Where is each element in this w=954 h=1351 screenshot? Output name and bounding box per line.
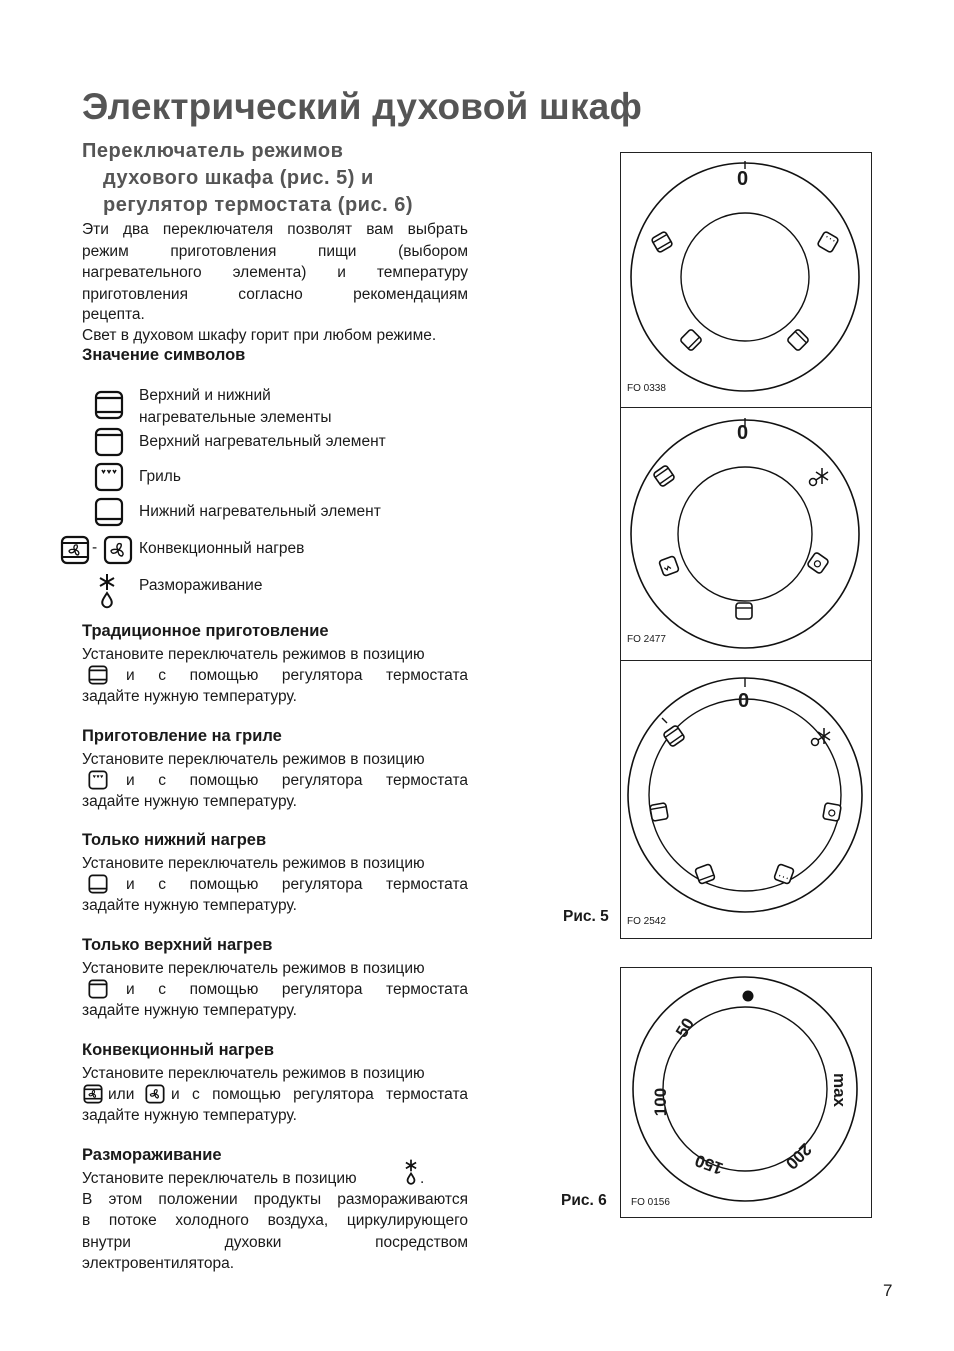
- section-top-line-1: Установите переключатель режимов в позицию: [82, 960, 425, 977]
- section-convection-or: или: [108, 1086, 135, 1103]
- section-grill-line-1: Установите переключатель режимов в позицию: [82, 751, 425, 768]
- section-defrost-period: .: [420, 1170, 425, 1187]
- figure-6-caption: Рис. 6: [561, 1192, 607, 1209]
- legend-label-convection: Конвекционный нагрев: [139, 540, 305, 557]
- dial-2-code: FO 2477: [627, 634, 666, 645]
- fan-icon: [145, 1084, 165, 1104]
- subtitle-line-1: Переключатель режимов: [82, 140, 344, 162]
- top-heat-icon: [88, 979, 108, 999]
- grill-icon: [94, 462, 124, 492]
- section-convection-line-1: Установите переключатель режимов в позицию: [82, 1065, 425, 1082]
- legend-label-top-bottom-1: Верхний и нижний: [139, 387, 271, 404]
- page-title: Электрический духовой шкаф: [82, 86, 643, 127]
- section-bottom-line-2: и с помощью регулятора термостата: [126, 876, 468, 893]
- section-bottom-line-3: задайте нужную температуру.: [82, 897, 297, 914]
- section-bottom-line-1: Установите переключатель режимов в позицию: [82, 855, 425, 872]
- bottom-heat-icon: [88, 874, 108, 894]
- dial-fo-0338: [622, 156, 868, 409]
- legend-label-defrost: Размораживание: [139, 577, 263, 594]
- defrost-icon: [403, 1158, 419, 1186]
- section-bottom-heading: Только нижний нагрев: [82, 831, 267, 849]
- thermostat-label-150: 150: [692, 1150, 726, 1179]
- section-traditional-line-2: и с помощью регулятора термостата: [126, 667, 468, 684]
- intro-line-6: Свет в духовом шкафу горит при любом режиме.: [82, 327, 437, 344]
- legend-dash: -: [92, 539, 98, 556]
- section-top-heading: Только верхний нагрев: [82, 936, 273, 954]
- symbols-heading: Значение символов: [82, 346, 246, 364]
- section-defrost-line-1: Установите переключатель в позицию: [82, 1170, 357, 1187]
- section-grill-line-3: задайте нужную температуру.: [82, 793, 297, 810]
- section-defrost-heading: Размораживание: [82, 1146, 222, 1164]
- thermostat-label-50: 50: [671, 1014, 699, 1041]
- top-bottom-heat-icon: [88, 665, 108, 685]
- section-defrost-line-5: электровентилятора.: [82, 1255, 235, 1272]
- intro-line-4: приготовления согласно рекомендациям: [82, 286, 468, 303]
- dial-4-code: FO 0156: [631, 1197, 670, 1208]
- thermostat-label-200: 200: [781, 1139, 816, 1174]
- intro-line-3: нагревательного элемента) и температуру: [82, 264, 468, 281]
- section-traditional-line-3: задайте нужную температуру.: [82, 688, 297, 705]
- dial-1-code: FO 0338: [627, 383, 666, 394]
- subtitle-line-2: духового шкафа (рис. 5) и: [103, 167, 374, 189]
- section-convection-line-2: и с помощью регулятора термостата: [171, 1086, 468, 1103]
- defrost-icon: [96, 572, 118, 610]
- dial-3-code: FO 2542: [627, 916, 666, 927]
- fan-top-bottom-icon: [83, 1084, 103, 1104]
- section-top-line-2: и с помощью регулятора термостата: [126, 981, 468, 998]
- page-number: 7: [883, 1281, 893, 1300]
- section-defrost-line-2: В этом положении продукты размораживаются: [82, 1191, 468, 1208]
- section-top-line-3: задайте нужную температуру.: [82, 1002, 297, 1019]
- section-grill-line-2: и с помощью регулятора термостата: [126, 772, 468, 789]
- section-traditional-line-1: Установите переключатель режимов в позицию: [82, 646, 425, 663]
- section-defrost-line-3: в потоке холодного воздуха, циркулирующего: [82, 1212, 468, 1229]
- subtitle-line-3: регулятор термостата (рис. 6): [103, 194, 413, 216]
- dial-2-zero-label: 0: [737, 422, 749, 444]
- intro-line-5: рецепта.: [82, 306, 145, 323]
- section-defrost-line-4: внутри духовки посредством: [82, 1234, 468, 1251]
- legend-label-bottom-heat: Нижний нагревательный элемент: [139, 503, 381, 520]
- fan-top-bottom-icon: [60, 535, 90, 565]
- section-traditional-heading: Традиционное приготовление: [82, 622, 329, 640]
- thermostat-label-100: 100: [651, 1087, 671, 1117]
- section-convection-line-3: задайте нужную температуру.: [82, 1107, 297, 1124]
- thermostat-label-max: max: [830, 1072, 850, 1108]
- section-grill-heading: Приготовление на гриле: [82, 727, 282, 745]
- legend-label-top-bottom-2: нагревательные элементы: [139, 409, 332, 426]
- section-convection-heading: Конвекционный нагрев: [82, 1041, 275, 1059]
- figure-5-caption: Рис. 5: [563, 908, 609, 925]
- legend-label-grill: Гриль: [139, 468, 181, 485]
- top-bottom-heat-icon: [94, 390, 124, 420]
- top-heat-icon: [94, 427, 124, 457]
- legend-label-top-heat: Верхний нагревательный элемент: [139, 433, 386, 450]
- bottom-heat-icon: [94, 497, 124, 527]
- fan-icon: [103, 535, 133, 565]
- intro-line-2: режим приготовления пищи (выбором: [82, 243, 468, 260]
- grill-icon: [88, 770, 108, 790]
- dial-1-zero-label: 0: [737, 168, 749, 190]
- intro-line-1: Эти два переключателя позволят вам выбрать: [82, 221, 468, 238]
- dial-fo-2477: [622, 410, 868, 663]
- dial-3-zero-label: 0: [738, 690, 750, 712]
